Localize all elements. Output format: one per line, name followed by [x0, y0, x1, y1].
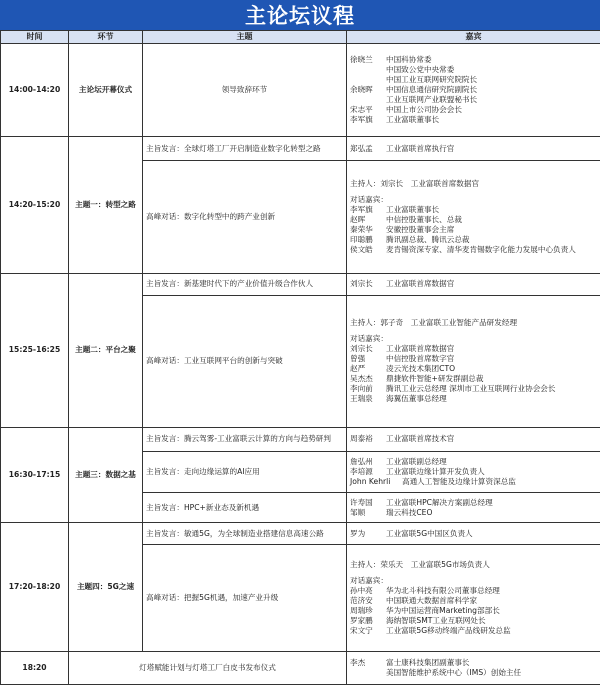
guest-role: 工业富联首席数据官	[386, 344, 455, 354]
topic-cell: 主旨发言：走向边缘运算的AI应用	[143, 452, 347, 493]
section-cell: 主题二：平台之聚	[69, 273, 143, 427]
guest-line	[350, 279, 597, 289]
guest-role: 华为北斗科技有限公司董事总经理	[386, 586, 500, 596]
guests-cell	[347, 273, 600, 296]
guest-role: 工业富联首席技术官	[386, 434, 455, 444]
guest-role: 中国联通大数据首席科学家	[386, 596, 478, 606]
guest-line	[350, 344, 597, 354]
table-row	[1, 44, 600, 137]
guest-line	[350, 394, 597, 404]
guest-line	[350, 508, 597, 518]
guest-name: 郑弘孟	[350, 143, 373, 153]
dialog-label: 对话嘉宾：	[350, 576, 388, 586]
guest-role: 工业富联5G中国区负责人	[386, 528, 473, 538]
topic-cell: 领导致辞环节	[143, 44, 347, 137]
guest-role: 工业富联副总经理	[386, 457, 447, 467]
guests-cell	[347, 545, 600, 652]
dialog-label: 对话嘉宾：	[350, 334, 388, 344]
topic-cell: 高峰对话：把握5G机遇，加速产业升级	[143, 545, 347, 652]
guests-cell	[347, 652, 600, 685]
guest-role: 中信控股首席数字官	[386, 354, 455, 364]
guest-name: 宋文宁	[350, 626, 373, 636]
table-row	[1, 522, 600, 545]
guest-line	[350, 529, 597, 539]
guests-cell	[347, 522, 600, 545]
guest-role: 麦肯锡资深专家、清华麦肯锡数字化能力发展中心负责人	[386, 244, 576, 254]
guest-line	[350, 606, 597, 616]
host-line: 主持人：郭子奇 工业富联工业智能产品研发经理	[350, 318, 518, 328]
section-cell: 主题一：转型之路	[69, 137, 143, 273]
guest-name: 李向前	[350, 384, 373, 394]
guest-name: 赵严	[350, 364, 366, 374]
guest-name: 印聪鹏	[350, 234, 373, 244]
guest-role: 工业富联5G移动终端产品线研发总监	[386, 626, 511, 636]
guest-role: 海纳智联SMT工业互联网处长	[386, 616, 486, 626]
guest-role: 安徽控股董事会主席	[386, 224, 455, 234]
guest-line	[350, 498, 597, 508]
guest-role: 工业富联边缘计算开发负责人	[386, 467, 485, 477]
guest-name: 邹顺	[350, 507, 366, 517]
guests-cell	[347, 493, 600, 523]
guest-name: 刘宗长	[350, 344, 373, 354]
guest-line	[350, 658, 597, 668]
guest-role: 凌云光技术集团CTO	[386, 364, 456, 374]
guest-role: 工业富联首席数据官	[386, 279, 455, 289]
guests-cell	[347, 296, 600, 427]
guests-cell	[347, 452, 600, 493]
guests-cell	[347, 137, 600, 161]
guest-name: 李杰	[350, 658, 366, 668]
topic-cell: 高峰对话：工业互联网平台的创新与突破	[143, 296, 347, 427]
guest-name: 罗为	[350, 528, 366, 538]
guest-line	[350, 668, 597, 678]
guest-role: 中国科协常委	[386, 55, 432, 65]
guest-line	[350, 85, 597, 95]
guest-name: 王瑞泉	[350, 394, 373, 404]
time-cell: 18:20	[1, 652, 69, 685]
table-row	[1, 137, 600, 161]
guest-line	[350, 457, 597, 467]
guest-name: 李军旗	[350, 204, 373, 214]
guest-line	[350, 235, 597, 245]
guest-line	[350, 95, 597, 105]
header-guests: 嘉宾	[347, 31, 600, 44]
guest-name: 秦荣华	[350, 224, 373, 234]
header-section: 环节	[69, 31, 143, 44]
guests-cell	[347, 44, 600, 137]
guest-role: 工业富联董事长	[386, 115, 440, 125]
guest-line	[350, 144, 597, 154]
guest-role: 鼎捷软件智能+研发群副总裁	[386, 374, 484, 384]
guest-name: 周泰裕	[350, 434, 373, 444]
host-line: 主持人：刘宗长 工业富联首席数据官	[350, 178, 480, 188]
guest-line	[350, 596, 597, 606]
guest-line	[350, 105, 597, 115]
section-cell: 主题四：5G之速	[69, 522, 143, 651]
guest-name: 吴杰杰	[350, 374, 373, 384]
guest-role: 腾讯副总裁、腾讯云总裁	[386, 234, 470, 244]
dialog-label: 对话嘉宾：	[350, 194, 388, 204]
guest-role: 工业富联HPC解决方案副总经理	[386, 497, 493, 507]
topic-cell: 主旨发言：腾云驾雾-工业富联云计算的方向与趋势研判	[143, 427, 347, 452]
guest-line	[350, 245, 597, 255]
guests-cell	[347, 160, 600, 273]
header-row	[1, 31, 600, 44]
table-row	[1, 273, 600, 296]
guest-name: 范济安	[350, 596, 373, 606]
guest-name: 徐晓兰	[350, 55, 373, 65]
guest-line	[350, 215, 597, 225]
guest-role: 工业富联首席执行官	[386, 143, 455, 153]
guest-name: 刘宗长	[350, 279, 373, 289]
guest-role: 中国上市公司协会会长	[386, 105, 462, 115]
guest-name: 许寿国	[350, 497, 373, 507]
guest-line	[350, 55, 597, 65]
guest-name: 曾强	[350, 354, 366, 364]
topic-cell: 灯塔赋能计划与灯塔工厂白皮书发布仪式	[69, 652, 347, 685]
guest-role: 中国致公党中央常委	[386, 65, 455, 75]
header-topic: 主题	[143, 31, 347, 44]
table-row	[1, 652, 600, 685]
guest-line	[350, 616, 597, 626]
guest-line	[350, 477, 597, 487]
guests-cell	[347, 427, 600, 452]
section-cell: 主论坛开幕仪式	[69, 44, 143, 137]
guest-role: 美国智能维护系统中心（IMS）创始主任	[386, 668, 522, 678]
guest-line	[350, 374, 597, 384]
guest-line	[350, 205, 597, 215]
topic-cell: 主旨发言：HPC+新业态及新机遇	[143, 493, 347, 523]
guest-line	[350, 434, 597, 444]
guest-name: 詹弘州	[350, 457, 373, 467]
guest-line	[350, 75, 597, 85]
time-cell: 16:30-17:15	[1, 427, 69, 522]
guest-name: 余晓晖	[350, 85, 373, 95]
topic-cell: 主旨发言：敏通5G，为全球制造业搭建信息高速公路	[143, 522, 347, 545]
time-cell: 14:00-14:20	[1, 44, 69, 137]
guest-line	[350, 115, 597, 125]
guest-role: 中信控股董事长、总裁	[386, 214, 462, 224]
guest-name: 罗家鹏	[350, 616, 373, 626]
guest-name: 李培源	[350, 467, 373, 477]
section-cell: 主题三：数据之基	[69, 427, 143, 522]
topic-cell: 主旨发言：全球灯塔工厂开启制造业数字化转型之路	[143, 137, 347, 161]
page-title: 主论坛议程	[0, 0, 600, 30]
guest-line	[350, 225, 597, 235]
time-cell: 15:25-16:25	[1, 273, 69, 427]
host-line: 主持人：荣乐天 工业富联5G市场负责人	[350, 560, 490, 570]
guest-role: 高通人工智能及边缘计算资深总监	[402, 477, 516, 487]
table-row	[1, 427, 600, 452]
guest-line	[350, 384, 597, 394]
guest-role: 华为中国运营商Marketing部部长	[386, 606, 500, 616]
guest-role: 中国工业互联网研究院院长	[386, 75, 478, 85]
guest-role: 工业富联董事长	[386, 204, 440, 214]
time-cell: 17:20-18:20	[1, 522, 69, 651]
time-cell: 14:20-15:20	[1, 137, 69, 273]
guest-role: 工业互联网产业联盟秘书长	[386, 95, 478, 105]
guest-role: 腾讯工业云总经理 深圳市工业互联网行业协会会长	[386, 384, 556, 394]
guest-name: 侯文皓	[350, 244, 373, 254]
guest-line	[350, 626, 597, 636]
agenda-table	[0, 30, 600, 685]
guest-name: John Kehrli	[350, 477, 391, 487]
guest-name: 赵晖	[350, 214, 366, 224]
guest-name: 孙中亮	[350, 586, 373, 596]
guest-role: 瑞云科技CEO	[386, 507, 433, 517]
guest-name: 李军旗	[350, 115, 373, 125]
guest-line	[350, 467, 597, 477]
header-time: 时间	[1, 31, 69, 44]
guest-line	[350, 364, 597, 374]
topic-cell: 主旨发言：新基建时代下的产业价值升级合作伙人	[143, 273, 347, 296]
guest-line	[350, 354, 597, 364]
guest-role: 中国信息通信研究院副院长	[386, 85, 478, 95]
guest-line	[350, 65, 597, 75]
guest-line	[350, 586, 597, 596]
guest-name: 周瑞珍	[350, 606, 373, 616]
guest-role: 富士康科技集团副董事长	[386, 658, 470, 668]
guest-role: 海翼伍董事总经理	[386, 394, 447, 404]
guest-name: 宋志平	[350, 105, 373, 115]
topic-cell: 高峰对话：数字化转型中的跨产业创新	[143, 160, 347, 273]
